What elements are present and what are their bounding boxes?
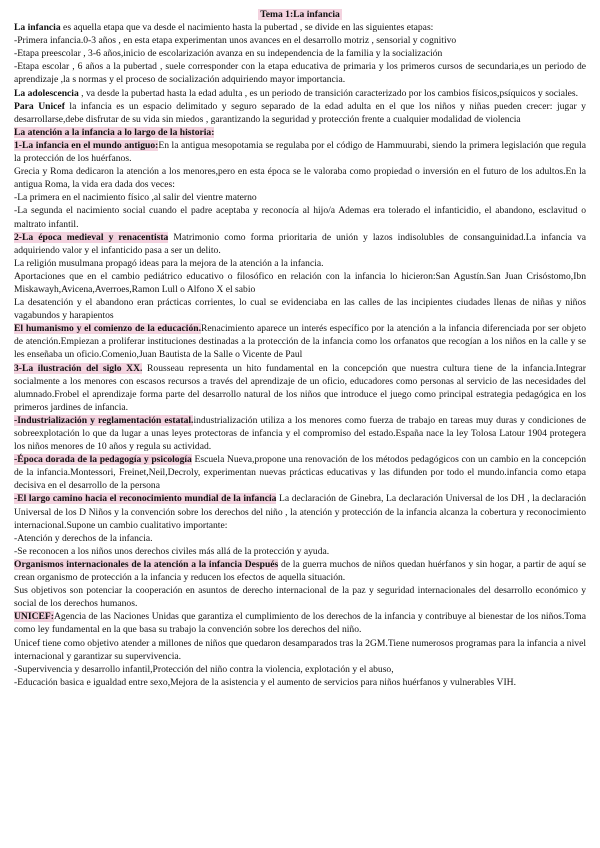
paragraph-text: de la guerra muchos de niños quedan huérfanos y sin hogar, a partir de aquí se crean organismo de protección a la infancia y reducen los efectos de aquella situación.	[14, 558, 586, 584]
highlighted-heading: -Industrialización y reglamentación estatal.	[14, 414, 194, 426]
paragraph	[14, 663, 586, 676]
paragraph-text: industrialización utiliza a los menores como fuerza de trabajo en tareas muy duras y condiciones de sobreexplotación lo que da lugar a unas leyes protectoras de infancia y el compromiso del estado.España nace la ley Tolosa Latour 1904 protegera los niños menores de 10 años y regula su actividad.	[14, 414, 586, 453]
paragraph	[14, 558, 586, 584]
paragraph	[14, 637, 586, 663]
paragraph	[14, 270, 586, 296]
paragraph-text: -La segunda el nacimiento social cuando el padre aceptaba y reconocía al hijo/a Ademas era tolerado el infanticidio, el abandono, esclavitud o maltrato infantil.	[14, 205, 586, 230]
document-title	[14, 8, 586, 21]
paragraph-text: , va desde la pubertad hasta la edad adulta , es un periodo de transición caracterizado por los cambios físicos,psíquicos y sociales.	[78, 87, 579, 99]
bold-term: Para Unicef	[14, 100, 65, 112]
paragraph	[14, 21, 586, 34]
paragraph	[14, 34, 586, 47]
paragraph-text: -La primera en el nacimiento físico ,al salir del vientre materno	[14, 192, 257, 204]
bold-term: La adolescencia	[14, 87, 79, 99]
paragraph-text: -Se reconocen a los niños unos derechos civiles más allá de la protección y ayuda.	[14, 545, 330, 557]
paragraph-text: -Educación basica e igualdad entre sexo,Mejora de la asistencia y el aumento de servicios para niños huérfanos y vulnerables VIH.	[14, 676, 516, 688]
paragraph	[14, 126, 586, 139]
highlighted-heading: La atención a la infancia a lo largo de la historia:	[14, 126, 215, 138]
paragraph	[14, 60, 586, 86]
paragraph	[14, 322, 586, 361]
paragraph	[14, 257, 586, 270]
paragraph-text: Sus objetivos son potenciar la cooperación en asuntos de derecho internacional de la paz y seguridad internacionales del desarrollo económico y social de los derechos humanos.	[14, 585, 586, 610]
paragraph	[14, 610, 586, 636]
highlighted-heading: UNICEF:	[14, 611, 54, 623]
paragraph	[14, 87, 586, 100]
paragraph	[14, 362, 586, 414]
highlighted-heading: 1-La infancia en el mundo antiguo:	[14, 139, 159, 151]
paragraph	[14, 296, 586, 322]
paragraph	[14, 47, 586, 60]
paragraph-text: -Supervivencia y desarrollo infantil,Protección del niño contra la violencia, explotación y el abuso,	[14, 663, 394, 675]
paragraph-text: -Primera infancia.0-3 años , en esta etapa experimentan unos avances en el desarrollo motriz , sensorial y cognitivo	[14, 35, 457, 47]
paragraph	[14, 676, 586, 689]
paragraph-text: la infancia es un espacio delimitado y seguro separado de la edad adulta en el que los niños y niñas pueden crecer: jugar y desarrollarse,debe disfrutar de su vida sin miedos , garantizando la seguridad y protección frente a cualquier modalidad de violencia	[14, 100, 586, 125]
paragraph-text: La desatención y el abandono eran prácticas corrientes, lo cual se evidenciaba en las calles de las incipientes ciudades llenas de niñas y niños vagabundos y harapientos	[14, 297, 586, 322]
bold-term: La infancia	[14, 22, 61, 34]
paragraph	[14, 492, 586, 531]
highlighted-heading: 2-La época medieval y renacentista	[14, 231, 169, 243]
paragraph	[14, 414, 586, 453]
paragraph-text: En la antigua mesopotamia se regulaba por el código de Hammuurabi, siendo la primera legislación que regula la protección de los huérfanos.	[14, 139, 586, 165]
paragraph	[14, 545, 586, 558]
paragraph	[14, 165, 586, 191]
document-body	[14, 21, 586, 689]
paragraph-text: La religión musulmana propagó ideas para la mejora de la atención a la infancia.	[14, 257, 324, 269]
paragraph-text: Escuela Nueva,propone una renovación de los métodos pedagógicos con un cambio en la concepción de la infancia.Montessori, Freinet,Neil,Decroly, experimentan nuevas prácticas educativas y las difunden por todo el mundo.infancia como etapa decisiva en el desarrollo de la persona	[14, 454, 586, 492]
paragraph-text: Grecia y Roma dedicaron la atención a los menores,pero en esta época se le valoraba como propiedad o inversión en el futuro de los adultos.En la antigua Roma, la vida era dada dos veces:	[14, 166, 586, 191]
paragraph-text: Rousseau representa un hito fundamental en la concepción que nuestra cultura tiene de la infancia.Integrar socialmente a los menores con escasos recursos a través del aprendizaje de un oficio, educadores como personas al servicio de las necesidades del alumnado.Frobel el aprendizaje forma parte del desarrollo natural de los niños que introduce el juego como principal estrategia pedagógica en los primeros jardines de infancia.	[14, 362, 586, 413]
paragraph-text: Renacimiento aparece un interés específico por la atención a la infancia diferenciada por ser objeto de atención.Empiezan a proliferar instituciones destinadas a la protección de la infancia como los orfanatos que recogían a los niños en la calle y se les enseñaba un oficio.Comenio,Juan Bautista de la Salle o Vicente de Paul	[14, 323, 586, 361]
highlighted-heading: -El largo camino hacia el reconocimiento mundial de la infancia	[14, 493, 277, 505]
highlighted-heading: -Época dorada de la pedagogía y psicología	[14, 454, 192, 466]
paragraph-text: Unicef tiene como objetivo atender a millones de niños que quedaron desamparados tras la 2GM.Tiene numerosos programas para la infancia a nivel internacional y garantizar su supervivencia.	[14, 637, 586, 662]
paragraph	[14, 453, 586, 492]
paragraph-text: -Etapa preescolar , 3-6 años,inicio de escolarización avanza en su independencia de la familia y la socialización	[14, 48, 443, 60]
paragraph-text: La declaración de Ginebra, La declaración Universal de los DH , la declaración Universal de los D Niños y la convención sobre los derechos del niño , la atención y protección de la infancia alcanza la cobertura y reconocimiento internacional.Supone un cambio cualitativo importante:	[14, 493, 586, 531]
paragraph-text: -Atención y derechos de la infancia.	[14, 532, 153, 544]
title-text: Tema 1:La infancia	[260, 9, 340, 20]
paragraph	[14, 100, 586, 126]
paragraph-text: Matrimonio como forma prioritaria de unión y lazos indisolubles de consanguinidad.La infancia va adquiriendo valor y el infanticido pasa a ser un delito.	[14, 231, 586, 256]
highlighted-heading: Organismos internacionales de la atención a la infancia Después	[14, 558, 279, 570]
highlighted-heading: 3-La ilustración del siglo XX.	[14, 362, 143, 374]
paragraph-text: es aquella etapa que va desde el nacimiento hasta la pubertad , se divide en las siguientes etapas:	[60, 22, 434, 34]
paragraph	[14, 231, 586, 257]
paragraph-text: Agencia de las Naciones Unidas que garantiza el cumplimiento de los derechos de la infancia y contribuye al bienestar de los niños.Toma como ley fundamental en la que basa su trabajo la convención sobre los derechos del niño.	[14, 611, 586, 636]
paragraph	[14, 139, 586, 165]
paragraph	[14, 191, 586, 204]
paragraph	[14, 584, 586, 610]
paragraph-text: -Etapa escolar , 6 años a la pubertad , suele corresponder con la etapa educativa de primaria y los primeros cursos de secundaria,es un periodo de aprendizaje ,la s normas y el proceso de socialización adquiriendo mayor importancia.	[14, 61, 586, 86]
highlighted-heading: El humanismo y el comienzo de la educación.	[14, 323, 201, 335]
paragraph	[14, 204, 586, 230]
paragraph	[14, 532, 586, 545]
paragraph-text: Aportaciones que en el cambio pediátrico educativo o filosófico en relación con la infancia lo hicieron:San Agustín.San Juan Crisóstomo,Ibn Miskawayh,Avicena,Averroes,Ramon Lull o Alfono X el sabio	[14, 270, 586, 295]
